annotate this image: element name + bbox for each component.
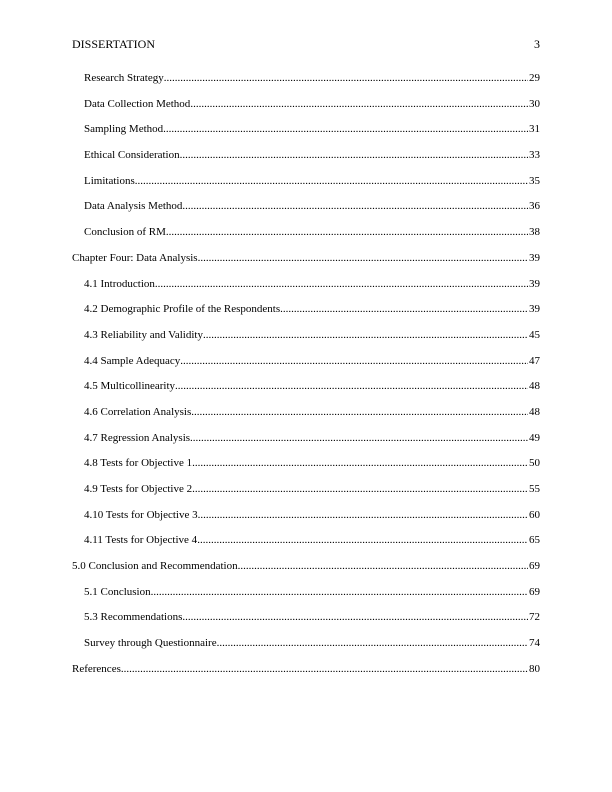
toc-entry-label: 4.6 Correlation Analysis [84,405,192,418]
toc-leader-dots [182,609,528,625]
toc-entry-page: 49 [529,431,540,444]
toc-leader-dots [155,276,528,292]
toc-leader-dots [151,584,528,600]
toc-leader-dots [190,430,528,446]
toc-leader-dots [180,147,528,163]
toc-entry-label: 4.8 Tests for Objective 1 [84,457,193,470]
toc-entry[interactable] [72,507,540,533]
toc-entry-page: 39 [529,277,540,290]
toc-leader-dots [180,353,528,369]
toc-entry-page: 48 [529,380,540,393]
toc-leader-dots [192,455,528,471]
toc-leader-dots [175,378,528,394]
toc-entry[interactable] [72,250,540,276]
toc-entry-page: 65 [529,534,540,547]
toc-entry-page: 29 [529,72,540,84]
toc-entry[interactable] [72,635,540,661]
toc-entry-page: 33 [529,149,540,162]
toc-entry[interactable] [72,96,540,122]
toc-leader-dots [121,661,528,677]
toc-entry-page: 60 [529,508,540,521]
toc-entry-label: Limitations [84,174,135,187]
table-of-contents [72,70,540,687]
toc-entry-page: 80 [529,662,540,675]
toc-entry-page: 69 [529,585,540,598]
toc-leader-dots [192,481,528,497]
toc-entry[interactable] [72,301,540,327]
page-number: 3 [534,37,540,51]
toc-entry-page: 35 [529,174,540,187]
toc-entry-label: 4.2 Demographic Profile of the Respondents [84,303,281,316]
toc-entry-page: 39 [529,303,540,316]
toc-entry-page: 45 [529,328,540,341]
page-header [72,36,540,52]
toc-entry-page: 72 [529,611,540,624]
toc-entry[interactable] [72,481,540,507]
toc-entry-label: 4.11 Tests for Objective 4 [84,534,198,547]
toc-entry-page: 30 [529,97,540,110]
toc-entry[interactable] [72,532,540,558]
toc-entry-page: 38 [529,226,540,239]
toc-leader-dots [166,224,528,240]
toc-entry[interactable] [72,70,540,96]
toc-entry-page: 31 [529,123,540,136]
toc-entry[interactable] [72,455,540,481]
toc-entry-label: Sampling Method [84,123,164,136]
toc-entry-label: Chapter Four: Data Analysis [72,251,198,264]
toc-leader-dots [135,173,528,189]
toc-entry-label: 4.5 Multicollinearity [84,380,176,393]
toc-entry-label: 4.9 Tests for Objective 2 [84,483,193,495]
toc-entry[interactable] [72,661,540,687]
toc-entry-page: 47 [529,354,540,367]
toc-entry-label: Research Strategy [84,72,164,84]
toc-entry-page: 74 [529,637,540,650]
toc-leader-dots [238,558,528,574]
running-head-title: DISSERTATION [72,37,155,51]
toc-entry-page: 36 [529,200,540,213]
toc-leader-dots [190,96,528,112]
toc-leader-dots [217,635,528,651]
toc-entry-page: 39 [529,251,540,264]
toc-entry-page: 48 [529,405,540,418]
toc-entry[interactable] [72,430,540,456]
toc-entry-page: 69 [529,560,540,573]
toc-entry-label: 5.1 Conclusion [84,585,151,598]
toc-entry-page: 55 [529,483,540,495]
toc-entry[interactable] [72,609,540,635]
toc-entry-label: 4.7 Regression Analysis [84,431,191,444]
toc-entry[interactable] [72,327,540,353]
toc-leader-dots [197,532,528,548]
toc-leader-dots [280,301,528,317]
toc-entry[interactable] [72,224,540,250]
toc-entry-label: Ethical Consideration [84,149,180,162]
toc-entry-label: 4.4 Sample Adequacy [84,354,181,367]
toc-entry-label: 5.0 Conclusion and Recommendation [72,560,238,573]
toc-entry-label: Data Collection Method [84,97,191,110]
toc-leader-dots [198,250,528,266]
toc-entry-label: Conclusion of RM [84,226,166,239]
toc-entry-page: 50 [529,457,540,470]
toc-leader-dots [198,507,528,523]
toc-entry-label: Data Analysis Method [84,200,183,213]
toc-leader-dots [164,70,528,86]
toc-entry-label: 4.10 Tests for Objective 3 [84,508,198,521]
toc-entry-label: Survey through Questionnaire [84,637,217,650]
toc-entry[interactable] [72,276,540,302]
toc-leader-dots [182,198,528,214]
toc-entry-label: 4.3 Reliability and Validity [84,328,203,341]
toc-entry-label: 5.3 Recommendations [84,611,183,624]
toc-entry[interactable] [72,404,540,430]
toc-entry[interactable] [72,198,540,224]
toc-entry[interactable] [72,558,540,584]
toc-entry[interactable] [72,173,540,199]
toc-entry[interactable] [72,584,540,610]
toc-entry[interactable] [72,121,540,147]
toc-entry[interactable] [72,353,540,379]
toc-entry[interactable] [72,147,540,173]
toc-leader-dots [191,404,528,420]
toc-leader-dots [203,327,528,343]
toc-entry[interactable] [72,378,540,404]
toc-leader-dots [163,121,528,137]
toc-entry-label: 4.1 Introduction [84,277,155,290]
toc-entry-label: References [72,662,121,675]
